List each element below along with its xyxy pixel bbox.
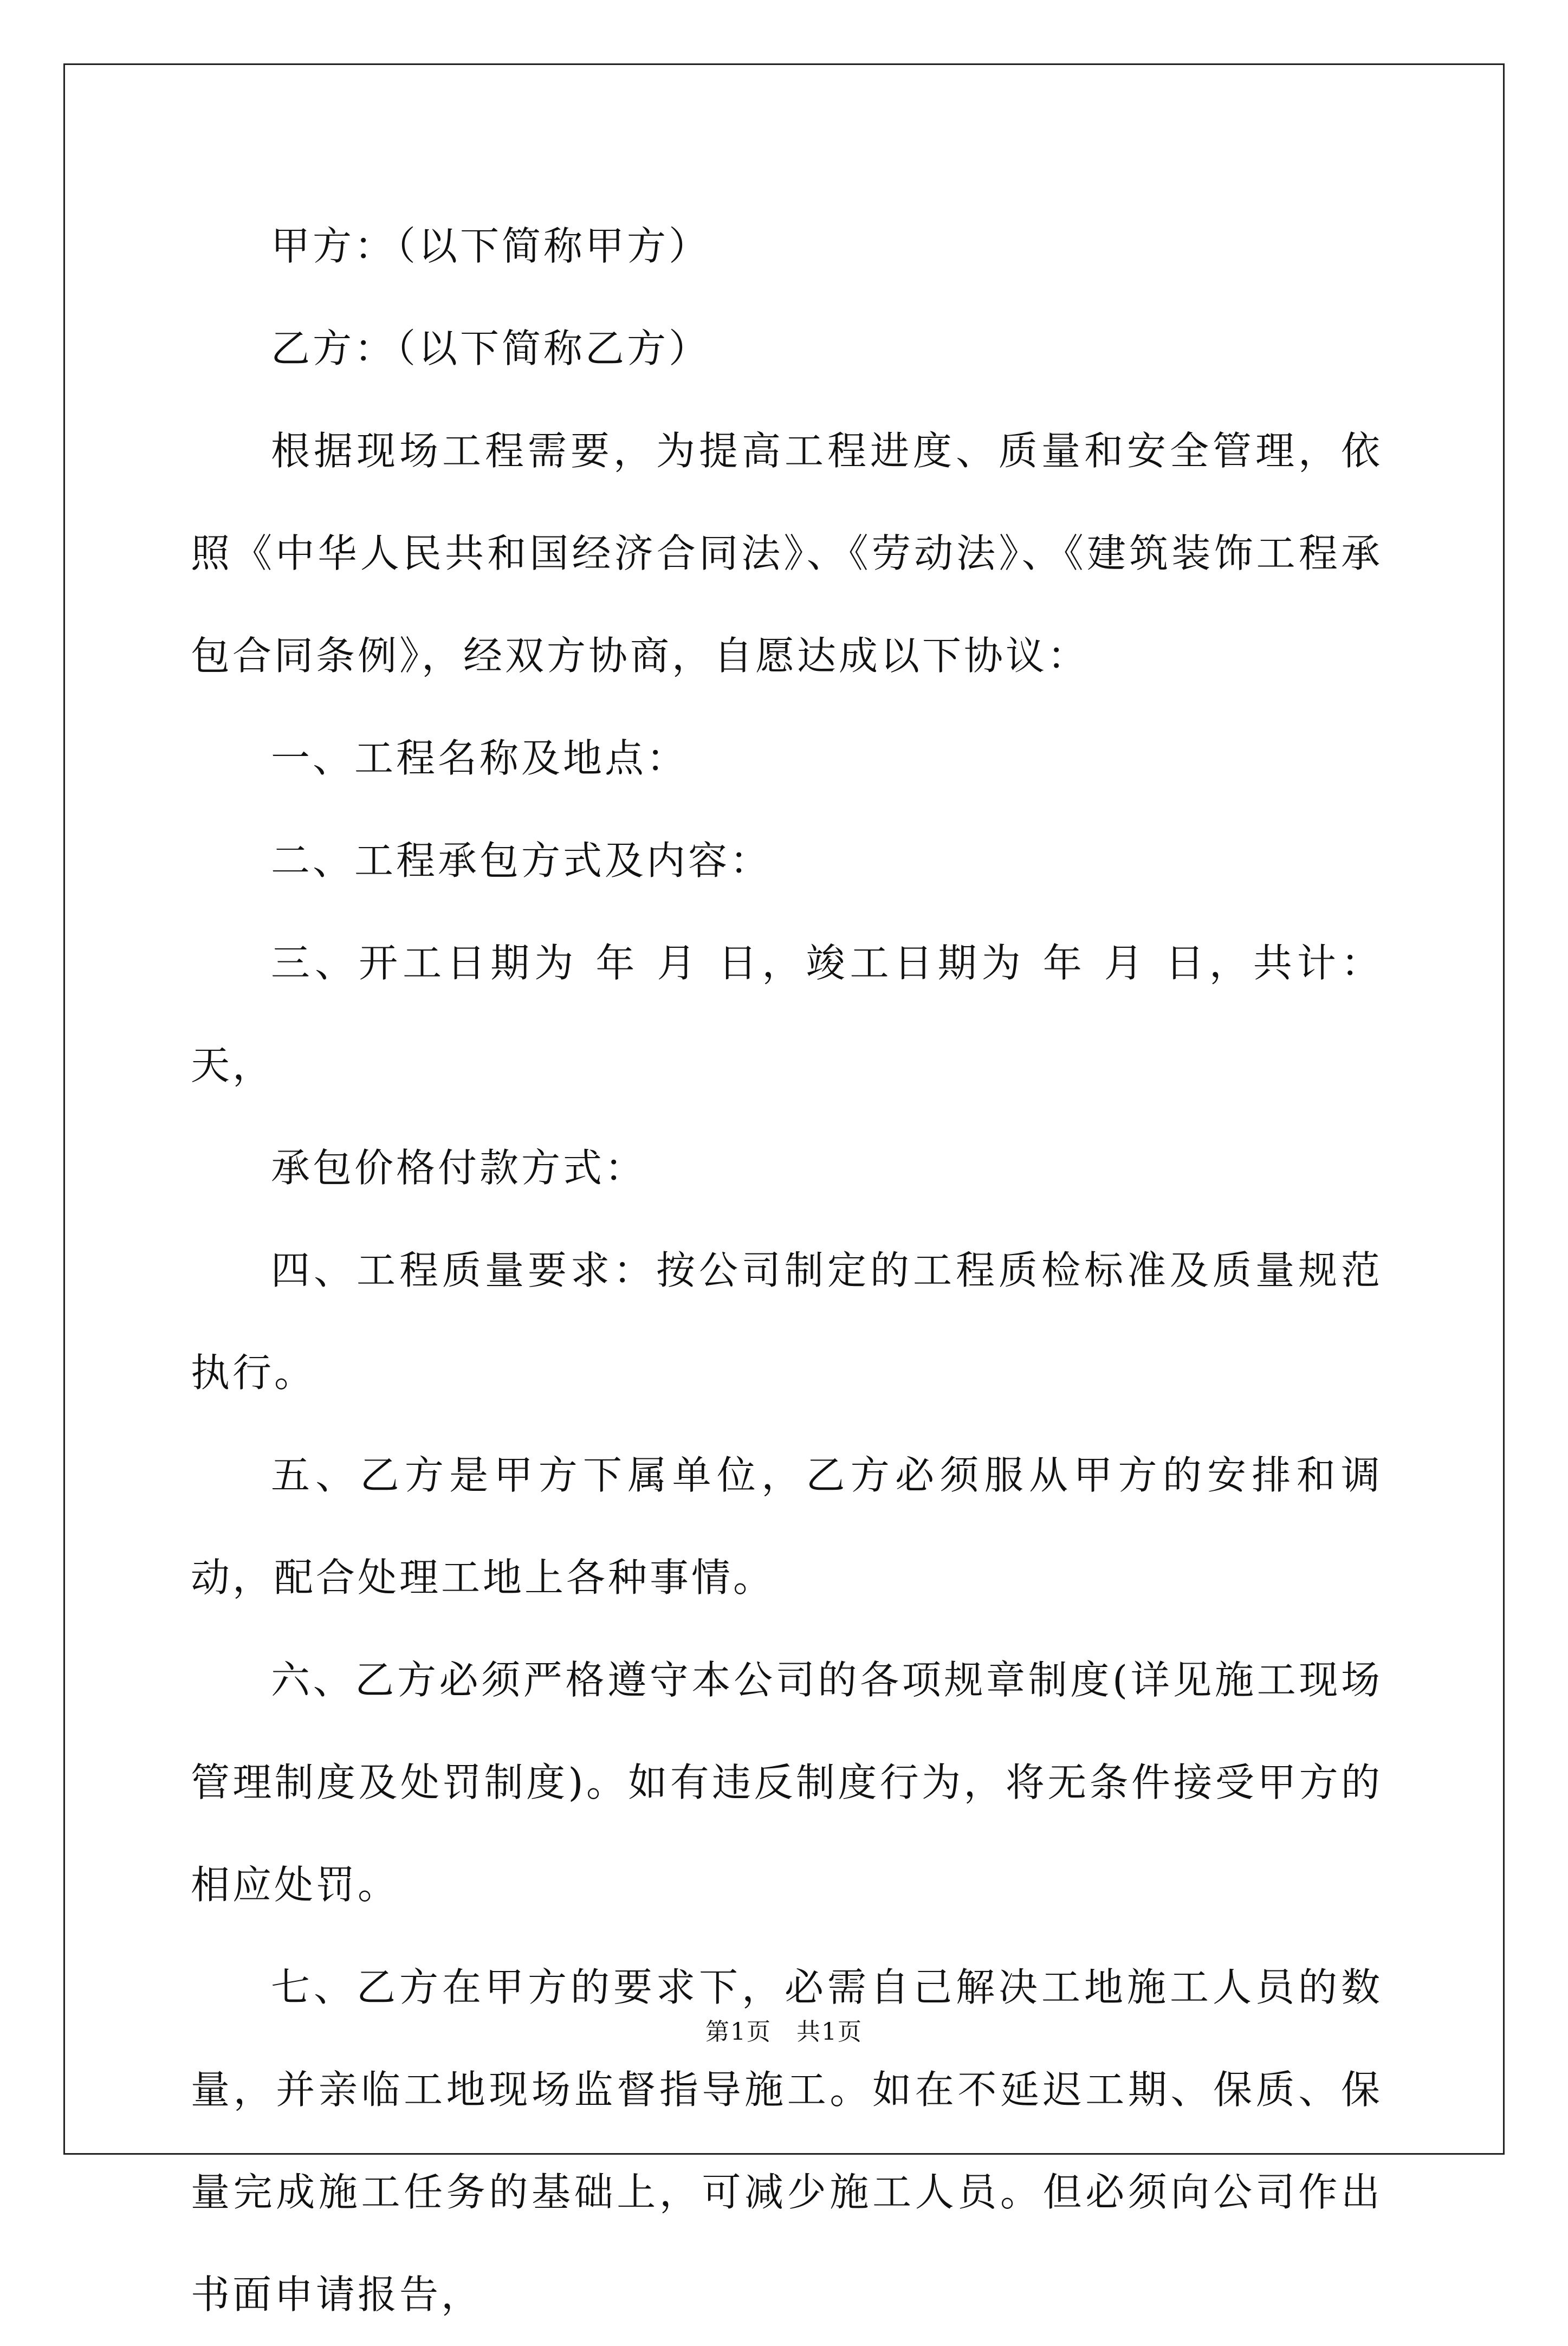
clause-3: 三、开工日期为 年 月 日，竣工日期为 年 月 日，共计： 天，	[191, 940, 1383, 1088]
page-number-footer: 第1页 共1页	[705, 2018, 863, 2046]
clause-5: 五、乙方是甲方下属单位，乙方必须服从甲方的安排和调动，配合处理工地上各种事情。	[191, 1452, 1383, 1600]
clause-2: 二、工程承包方式及内容：	[271, 838, 772, 883]
preamble-paragraph: 根据现场工程需要，为提高工程进度、质量和安全管理，依照《中华人民共和国经济合同法》、《劳动法》、《建筑装饰工程承包合同条例》，经双方协商，自愿达成以下协议：	[191, 428, 1383, 678]
party-a-line: 甲方：（以下简称甲方）	[271, 223, 711, 269]
clause-4: 四、工程质量要求：按公司制定的工程质检标准及质量规范执行。	[191, 1248, 1383, 1395]
party-b-line: 乙方：（以下简称乙方）	[271, 326, 711, 371]
clause-7: 七、乙方在甲方的要求下，必需自己解决工地施工人员的数量，并亲临工地现场监督指导施工。如在不延迟工期、保质、保量完成施工任务的基础上，可减少施工人员。但必须向公司作出书面申请报告，	[191, 1964, 1383, 2317]
clause-1: 一、工程名称及地点：	[271, 735, 689, 781]
clause-6: 六、乙方必须严格遵守本公司的各项规章制度(详见施工现场管理制度及处罚制度)。如有违反制度行为，将无条件接受甲方的相应处罚。	[191, 1657, 1383, 1908]
payment-method-line: 承包价格付款方式：	[271, 1145, 647, 1191]
